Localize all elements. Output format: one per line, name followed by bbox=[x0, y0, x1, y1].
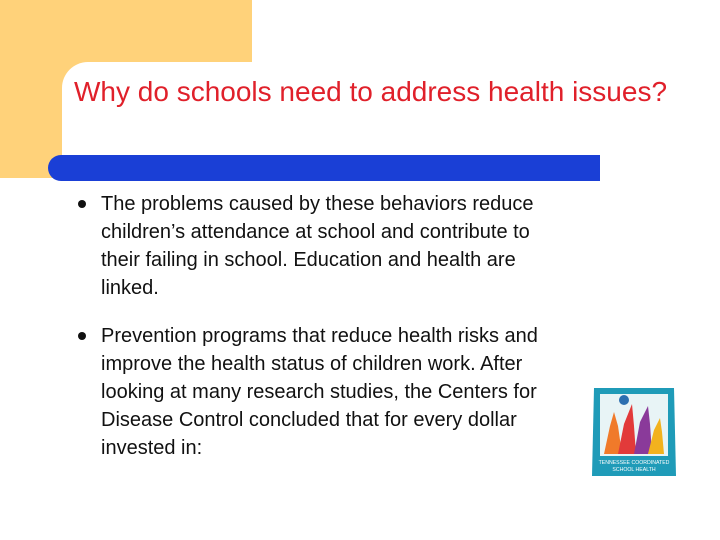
bullet-dot-icon bbox=[78, 332, 86, 340]
bullet-item bbox=[78, 322, 558, 462]
logo-text-line-2: SCHOOL HEALTH bbox=[612, 467, 656, 473]
slide-title: Why do schools need to address health issues? bbox=[74, 76, 668, 107]
bullet-text: Prevention programs that reduce health risks and improve the health status of children work. After looking at many research studies, the Centers for Disease Control concluded that for every dollar invested in: bbox=[101, 325, 538, 459]
bullet-item bbox=[78, 190, 558, 302]
title-rule-bar bbox=[48, 155, 600, 181]
logo-ball-icon bbox=[619, 395, 629, 405]
school-health-logo bbox=[588, 384, 680, 480]
bullet-text: The problems caused by these behaviors reduce children’s attendance at school and contribute to their failing in school. Education and health are linked. bbox=[101, 193, 534, 299]
logo-text-line-1: TENNESSEE COORDINATED bbox=[598, 460, 670, 466]
bullet-dot-icon bbox=[78, 200, 86, 208]
bullet-list bbox=[78, 190, 558, 462]
rule-gap bbox=[600, 155, 720, 181]
